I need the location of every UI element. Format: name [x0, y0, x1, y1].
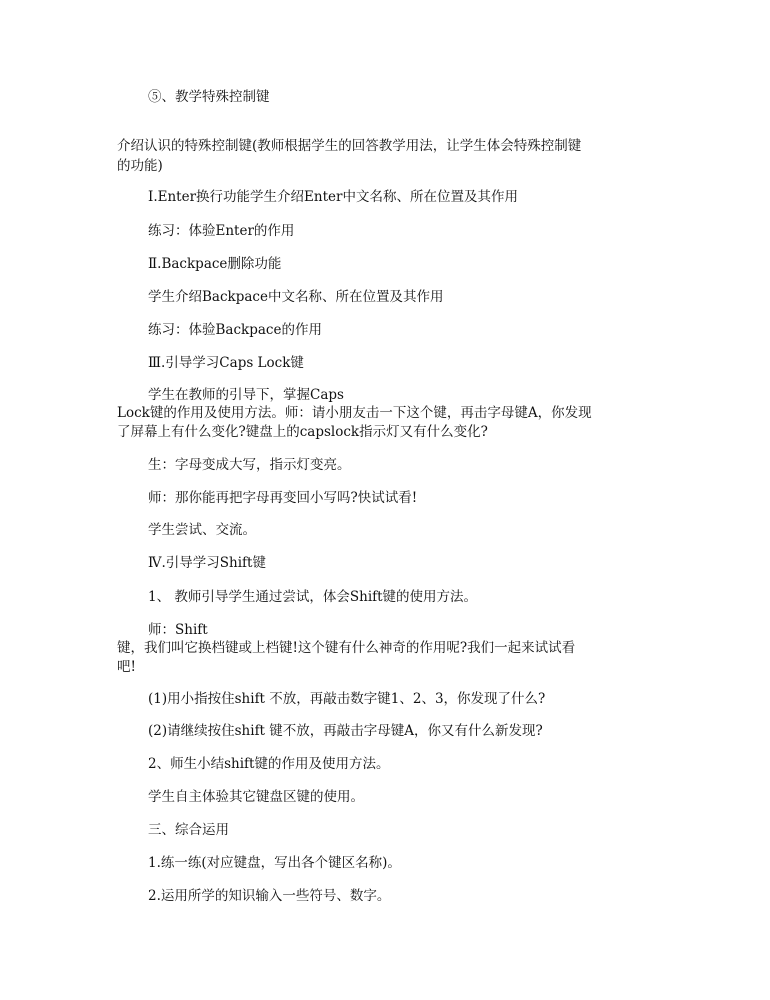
section-heading-special-keys: ⑤、教学特殊控制键	[148, 89, 270, 105]
backspace-intro: 学生介绍Backpace中文名称、所在位置及其作用	[148, 289, 444, 305]
shift-teacher-line-2: 键，我们叫它换档键或上档键!这个键有什么神奇的作用呢?我们一起来试试看	[117, 640, 576, 656]
shift-teacher-line-1: 师：Shift	[148, 622, 208, 638]
student-try-exchange: 学生尝试、交流。	[148, 522, 256, 538]
capslock-line-1: 学生在教师的引导下，掌握Caps	[148, 387, 344, 403]
capslock-line-3: 了屏幕上有什么变化?键盘上的capslock指示灯又有什么变化?	[117, 424, 488, 440]
shift-step-1: 1、 教师引导学生通过尝试，体会Shift键的使用方法。	[148, 589, 478, 605]
exercise-enter: 练习：体验Enter的作用	[148, 223, 295, 239]
paragraph-intro-line-2: 的功能)	[117, 158, 163, 174]
paragraph-intro-line-1: 介绍认识的特殊控制键(教师根据学生的回答教学用法，让学生体会特殊控制键	[117, 138, 582, 154]
student-self-practice: 学生自主体验其它键盘区键的使用。	[148, 789, 364, 805]
shift-teacher-line-3: 吧!	[117, 659, 136, 675]
item-enter-heading: Ⅰ.Enter换行功能学生介绍Enter中文名称、所在位置及其作用	[148, 189, 518, 205]
teacher-prompt-lowercase: 师：那你能再把字母再变回小写吗?快试试看!	[148, 490, 418, 506]
item-shift-heading: Ⅳ.引导学习Shift键	[148, 555, 266, 571]
shift-question-2: (2)请继续按住shift 键不放，再敲击字母键A，你又有什么新发现?	[148, 723, 543, 739]
shift-question-1: (1)用小指按住shift 不放，再敲击数字键1、2、3，你发现了什么?	[148, 691, 546, 707]
section-heading-comprehensive: 三、综合运用	[148, 822, 229, 838]
exercise-backspace: 练习：体验Backpace的作用	[148, 322, 322, 338]
exercise-item-1: 1.练一练(对应键盘，写出各个键区名称)。	[148, 855, 401, 871]
item-backspace-heading: Ⅱ.Backpace删除功能	[148, 256, 282, 272]
student-answer-capslock: 生：字母变成大写，指示灯变亮。	[148, 457, 351, 473]
shift-step-2-summary: 2、师生小结shift键的作用及使用方法。	[148, 756, 390, 772]
item-capslock-heading: Ⅲ.引导学习Caps Lock键	[148, 355, 304, 371]
capslock-line-2: Lock键的作用及使用方法。师：请小朋友击一下这个键，再击字母键A，你发现	[117, 405, 592, 421]
exercise-item-2: 2.运用所学的知识输入一些符号、数字。	[148, 888, 391, 904]
